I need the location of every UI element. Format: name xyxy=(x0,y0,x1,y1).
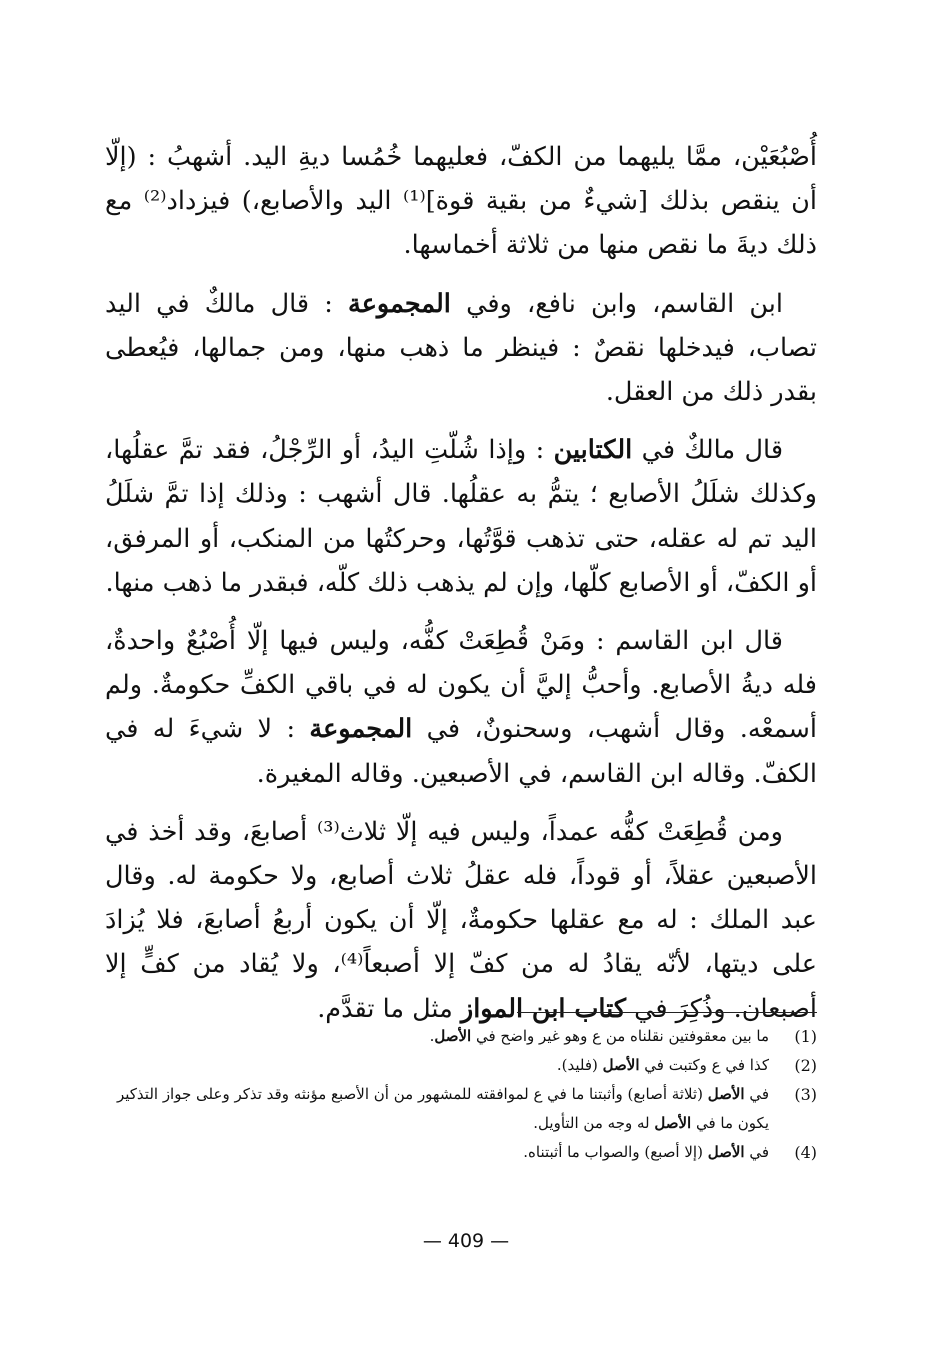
footnote-text xyxy=(105,1051,769,1080)
bold-term: المجموعة xyxy=(309,714,413,745)
text-run: ومن قُطِعَتْ كفُّه عمداً، وليس فيه إلّا ثلاث⁽³⁾ أصابعَ، وقد أخذ في الأصبعين عقلاً، أو قوداً، فله عقلُ ثلاث أصابع، ولا حكومة له. وقال عبد الملك : له مع عقلها حكومةٌ، إلّا أن يكون أربعُ أصابعَ، فلا يُزادَ على ديتها، لأنّه يقادُ له من كفّ إلا أصبعاً⁽⁴⁾، ولا يُقاد من كفٍّ إلا أصبعان. وذُكِرَ في xyxy=(105,816,817,1024)
text-run: ابن القاسم، وابن نافع، وفي xyxy=(450,288,783,319)
footnote-number: (2) xyxy=(794,1056,817,1075)
footnote-number: (4) xyxy=(794,1143,817,1162)
bold-term: الأصل xyxy=(707,1085,745,1103)
paragraph xyxy=(105,810,817,1031)
footnote-text xyxy=(105,1080,769,1138)
paragraph xyxy=(105,135,817,268)
footnote-text xyxy=(105,1138,769,1167)
text-run: أُصْبُعَيْن، ممَّا يليهما من الكفّ، فعليهما خُمُسا ديةِ اليد. أشهبُ : (إلّا أن ينقص بذلك [شيءٌ من بقية قوة]⁽¹⁾ اليد والأصابع،) فيزداد⁽²⁾ مع ذلك ديةَ ما نقص منها من ثلاثة أخماسها. xyxy=(105,142,817,261)
text-run: . xyxy=(429,1027,435,1045)
footnotes xyxy=(105,1022,817,1167)
main-text xyxy=(105,135,817,1031)
text-run: : لا شيءَ له في الكفّ. وقاله ابن القاسم، في الأصبعين. وقاله المغيرة. xyxy=(105,714,817,789)
footnote xyxy=(105,1022,817,1051)
footnote-number: (1) xyxy=(794,1027,817,1046)
text-run: مثل ما تقدَّم. xyxy=(317,993,461,1024)
footnote xyxy=(105,1138,817,1167)
bold-term: الأصل xyxy=(654,1114,692,1132)
text-run: قال مالكٌ في xyxy=(632,435,784,466)
paragraph xyxy=(105,428,817,605)
bold-term: الأصل xyxy=(602,1056,640,1074)
text-run: (إلا أصبع) والصواب ما أثبتناه. xyxy=(523,1143,708,1161)
page-number: — 409 — xyxy=(422,1230,510,1252)
bold-term: الكتابين xyxy=(553,435,633,466)
footnote xyxy=(105,1080,817,1138)
footnote-text xyxy=(105,1022,769,1051)
text-run: قال ابن القاسم : ومَنْ قُطِعَتْ كفُّه، وليس فيها إلّا أُصْبُعٌ واحدةٌ، فله ديةُ الأصابع. وأحبُّ إليَّ أن يكون له في باقي الكفِّ حكومةٌ. ولم أسمعْه. وقال أشهب، وسحنونٌ، في xyxy=(105,626,817,745)
text-run: له وجه من التأويل. xyxy=(533,1114,655,1132)
bold-term: المجموعة xyxy=(348,288,451,319)
text-run: (فليد). xyxy=(556,1056,603,1074)
text-run: ما بين معقوفتين نقلناه من ع وهو غير واضح في xyxy=(471,1027,769,1045)
bold-term: كتاب ابن المواز xyxy=(460,993,627,1024)
footnote-number: (3) xyxy=(794,1085,817,1104)
paragraph xyxy=(105,619,817,796)
text-run: في xyxy=(744,1143,769,1161)
bold-term: الأصل xyxy=(707,1143,745,1161)
bold-term: الأصل xyxy=(434,1027,472,1045)
text-run: كذا في ع وكتبت في xyxy=(639,1056,769,1074)
text-run: : وإذا شُلّتِ اليدُ، أو الرِّجْلُ، فقد تمَّ عقلُها، وكذلك شلَلُ الأصابع ؛ يتمُّ به عقلُها. قال أشهب : وذلك إذا تمَّ شلَلُ اليد تم له عقله، حتى تذهب قوَّتُها، وحركتُها من المنكب، أو المرفق، أو الكفّ، أو الأصابع كلّها، وإن لم يذهب ذلك كلّه، فبقدر ما ذهب منها. xyxy=(105,435,817,598)
footnote xyxy=(105,1051,817,1080)
text-run: (ثلاثة أصابع) وأثبتنا ما في ع لموافقته للمشهور من أن الأصبع مؤنثه وقد تذكر وعلى جواز التذكير يكون ما في xyxy=(116,1085,769,1132)
footnote-separator xyxy=(517,1012,817,1013)
paragraph xyxy=(105,282,817,415)
text-run: في xyxy=(744,1085,769,1103)
text-run: : قال مالكٌ في اليد تصاب، فيدخلها نقصٌ : فينظر ما ذهب منها، ومن جمالها، فيُعطى بقدر ذلك من العقل. xyxy=(105,288,817,408)
